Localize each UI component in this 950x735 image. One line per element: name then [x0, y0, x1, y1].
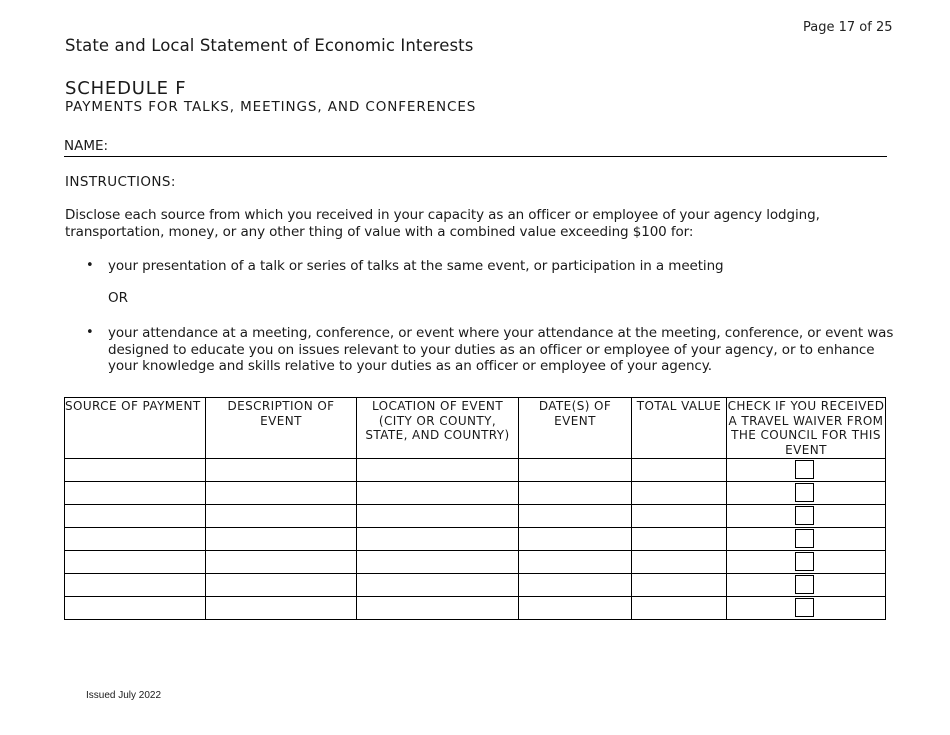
- table-row: [65, 551, 886, 574]
- table-row: [65, 574, 886, 597]
- description-cell[interactable]: [206, 459, 357, 482]
- description-cell[interactable]: [206, 551, 357, 574]
- waiver-cell: [727, 528, 886, 551]
- header-location: LOCATION OF EVENT (CITY OR COUNTY, STATE, AND COUNTRY): [357, 398, 519, 459]
- header-travel-waiver: CHECK IF YOU RECEIVED A TRAVEL WAIVER FROM THE COUNCIL FOR THIS EVENT: [727, 399, 885, 457]
- page-number: Page 17 of 25: [803, 20, 893, 35]
- instructions-label: INSTRUCTIONS:: [65, 174, 176, 190]
- bullet-item-talk: your presentation of a talk or series of talks at the same event, or participation in a meeting: [108, 258, 724, 274]
- total-value-cell[interactable]: [632, 505, 727, 528]
- dates-cell[interactable]: [519, 482, 632, 505]
- table-row: [65, 482, 886, 505]
- dates-cell[interactable]: [519, 551, 632, 574]
- source-cell[interactable]: [65, 551, 206, 574]
- table-row: [65, 459, 886, 482]
- source-cell[interactable]: [65, 459, 206, 482]
- waiver-cell: [727, 459, 886, 482]
- form-title: State and Local Statement of Economic Interests: [65, 36, 474, 55]
- location-cell[interactable]: [357, 528, 519, 551]
- table-row: [65, 528, 886, 551]
- dates-cell[interactable]: [519, 459, 632, 482]
- dates-cell[interactable]: [519, 505, 632, 528]
- description-cell[interactable]: [206, 482, 357, 505]
- source-cell[interactable]: [65, 482, 206, 505]
- source-cell[interactable]: [65, 597, 206, 620]
- header-source-of-payment: SOURCE OF PAYMENT: [65, 398, 206, 459]
- waiver-cell: [727, 482, 886, 505]
- instructions-intro: Disclose each source from which you received in your capacity as an officer or employee of your agency lodging, transportation, money, or any other thing of value with a combined value exceeding $100 for:: [65, 207, 820, 240]
- location-cell[interactable]: [357, 597, 519, 620]
- bullet-icon: •: [86, 325, 94, 340]
- location-cell[interactable]: [357, 459, 519, 482]
- total-value-cell[interactable]: [632, 528, 727, 551]
- travel-waiver-checkbox[interactable]: [795, 598, 814, 617]
- total-value-cell[interactable]: [632, 574, 727, 597]
- total-value-cell[interactable]: [632, 482, 727, 505]
- source-cell[interactable]: [65, 505, 206, 528]
- location-cell[interactable]: [357, 574, 519, 597]
- schedule-subtitle: PAYMENTS FOR TALKS, MEETINGS, AND CONFERENCES: [65, 99, 477, 115]
- header-dates: DATE(S) OF EVENT: [519, 398, 632, 459]
- travel-waiver-checkbox[interactable]: [795, 460, 814, 479]
- source-cell[interactable]: [65, 528, 206, 551]
- bullet-icon: •: [86, 258, 94, 273]
- location-cell[interactable]: [357, 551, 519, 574]
- header-description: DESCRIPTION OF EVENT: [206, 398, 357, 459]
- issued-date: Issued July 2022: [86, 690, 162, 701]
- payments-table: [64, 397, 886, 620]
- waiver-cell: [727, 505, 886, 528]
- travel-waiver-checkbox[interactable]: [795, 552, 814, 571]
- dates-cell[interactable]: [519, 528, 632, 551]
- table-row: [65, 505, 886, 528]
- name-field[interactable]: [64, 138, 887, 157]
- dates-cell[interactable]: [519, 574, 632, 597]
- travel-waiver-checkbox[interactable]: [795, 506, 814, 525]
- or-separator: OR: [108, 290, 129, 306]
- name-label: NAME:: [64, 138, 109, 154]
- source-cell[interactable]: [65, 574, 206, 597]
- location-cell[interactable]: [357, 482, 519, 505]
- bullet-item-attendance: your attendance at a meeting, conference, or event where your attendance at the meeting, conference, or event was designed to educate you on issues relevant to your duties as an officer or employee of your agency, or to enhance your knowledge and skills relative to your duties as an officer or employee of your agency.: [108, 325, 894, 374]
- dates-cell[interactable]: [519, 597, 632, 620]
- waiver-cell: [727, 574, 886, 597]
- travel-waiver-checkbox[interactable]: [795, 575, 814, 594]
- waiver-cell: [727, 551, 886, 574]
- waiver-cell: [727, 597, 886, 620]
- table-row: [65, 597, 886, 620]
- description-cell[interactable]: [206, 574, 357, 597]
- header-total-value: TOTAL VALUE: [632, 398, 727, 459]
- table-header-row: [65, 398, 886, 459]
- location-cell[interactable]: [357, 505, 519, 528]
- description-cell[interactable]: [206, 597, 357, 620]
- travel-waiver-checkbox[interactable]: [795, 483, 814, 502]
- description-cell[interactable]: [206, 528, 357, 551]
- description-cell[interactable]: [206, 505, 357, 528]
- total-value-cell[interactable]: [632, 597, 727, 620]
- total-value-cell[interactable]: [632, 459, 727, 482]
- schedule-title: SCHEDULE F: [65, 78, 187, 99]
- total-value-cell[interactable]: [632, 551, 727, 574]
- travel-waiver-checkbox[interactable]: [795, 529, 814, 548]
